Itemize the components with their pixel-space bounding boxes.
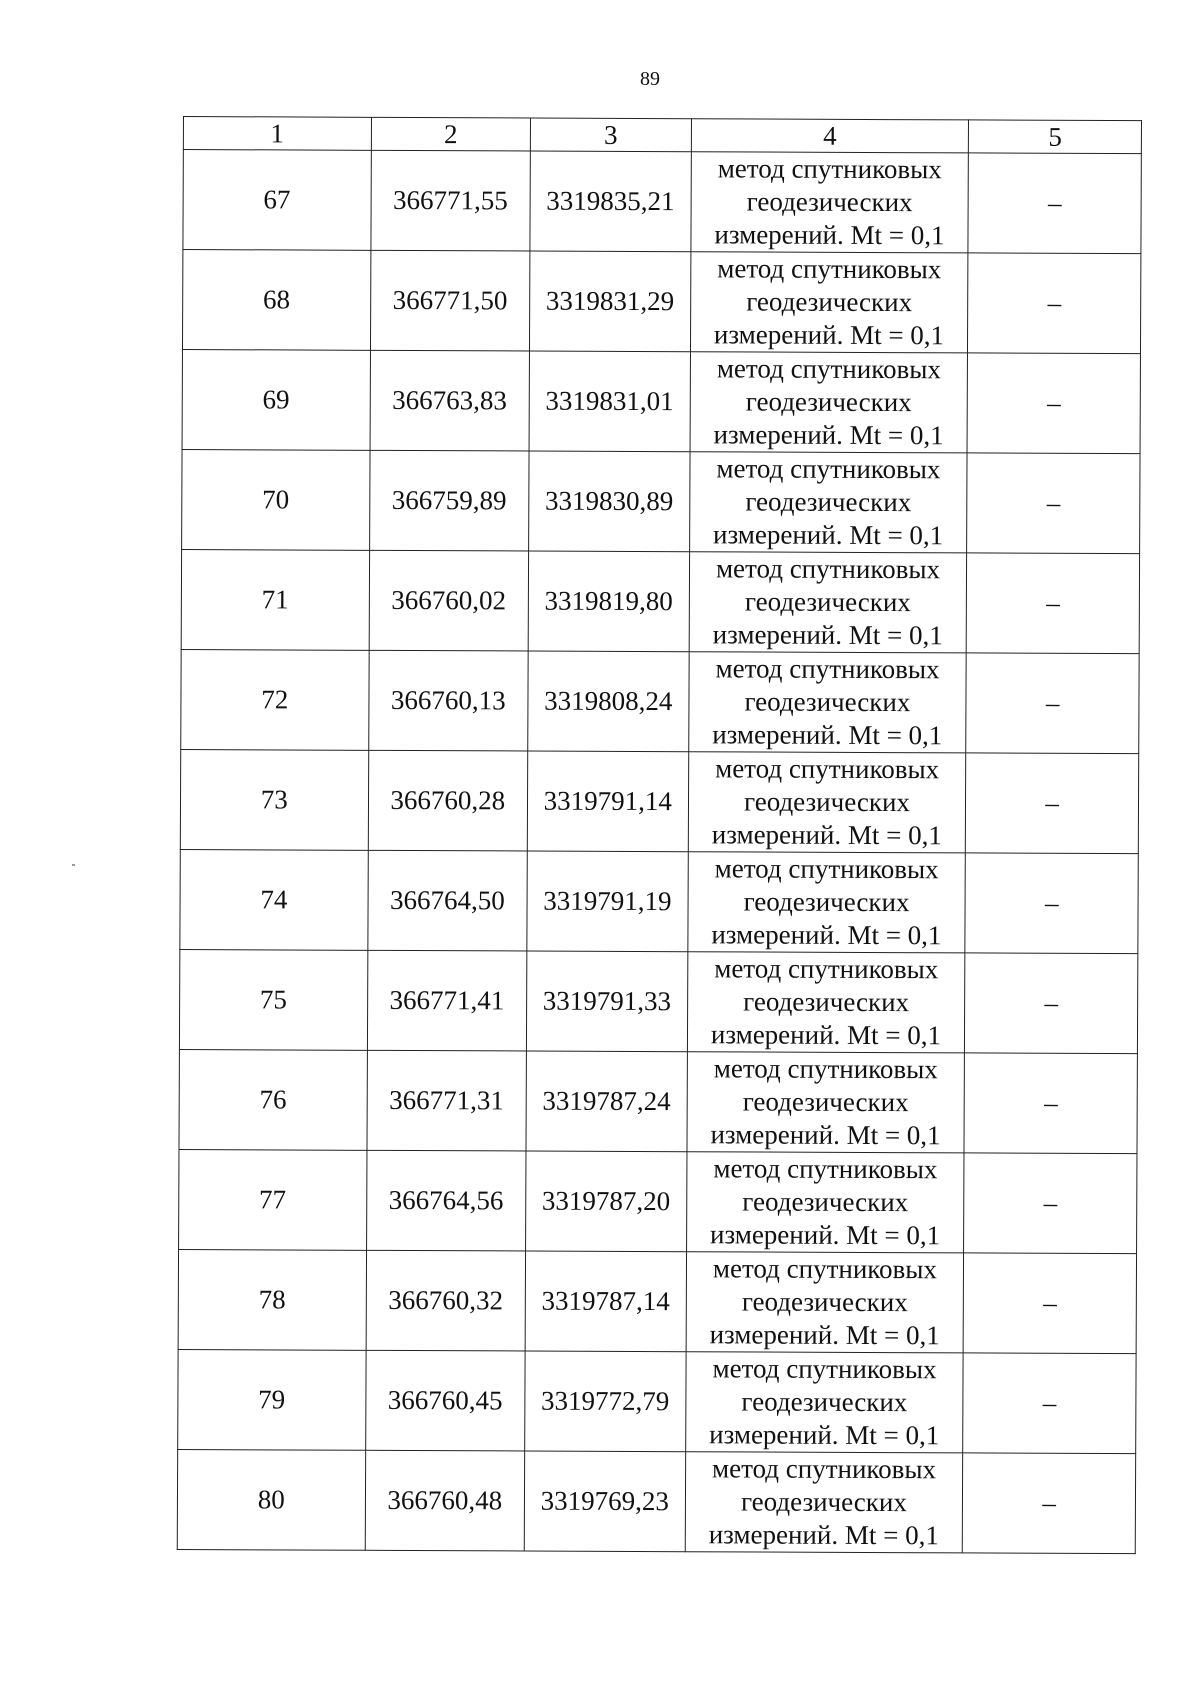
- method-text-line: метод спутниковых: [717, 153, 942, 185]
- method-text-line: метод спутниковых: [715, 553, 941, 585]
- header-cell-4: 4: [691, 119, 969, 153]
- y-coordinate-cell: 3319831,29: [530, 251, 691, 352]
- method-text-line: измерений. Mt = 0,1: [712, 719, 943, 751]
- method-text-line: геодезических: [743, 786, 911, 818]
- y-coordinate-cell: 3319787,20: [526, 1151, 687, 1252]
- note-cell: –: [967, 453, 1140, 554]
- method-text-line: геодезических: [745, 386, 912, 418]
- method-text-line: геодезических: [743, 886, 910, 918]
- point-number-cell: 73: [180, 749, 368, 850]
- point-number-cell: 69: [182, 349, 370, 450]
- x-coordinate-cell: 366771,50: [370, 250, 530, 351]
- note-cell: –: [963, 1353, 1136, 1454]
- method-text-line: измерений. Mt = 0,1: [710, 1119, 941, 1151]
- method-cell: [690, 252, 968, 353]
- header-cell-5: 5: [969, 120, 1142, 154]
- method-text-line: метод спутниковых: [715, 753, 940, 785]
- method-cell: [688, 652, 966, 753]
- table-row: [179, 1149, 1137, 1253]
- table-row: [177, 1449, 1135, 1553]
- note-cell: –: [965, 953, 1138, 1054]
- table-row: [180, 849, 1138, 953]
- x-coordinate-cell: 366760,28: [368, 750, 528, 851]
- point-number-cell: 80: [177, 1449, 365, 1550]
- method-text-line: геодезических: [746, 186, 913, 218]
- method-cell: [687, 1052, 965, 1153]
- y-coordinate-cell: 3319808,24: [528, 651, 689, 752]
- method-cell: [690, 352, 968, 453]
- table-row: [178, 1349, 1136, 1453]
- method-text-line: метод спутниковых: [714, 853, 939, 885]
- point-number-cell: 68: [182, 250, 370, 351]
- method-text-line: измерений. Mt = 0,1: [709, 1419, 940, 1451]
- method-text-line: геодезических: [742, 1186, 909, 1218]
- method-text-line: измерений. Mt = 0,1: [709, 1319, 940, 1351]
- table-row: [179, 949, 1137, 1053]
- method-text-line: измерений. Mt = 0,1: [710, 1019, 942, 1051]
- point-number-cell: 77: [179, 1149, 367, 1250]
- method-text-line: измерений. Mt = 0,1: [711, 819, 942, 851]
- x-coordinate-cell: 366771,41: [367, 950, 527, 1051]
- y-coordinate-cell: 3319787,24: [526, 1051, 687, 1152]
- x-coordinate-cell: 366760,02: [369, 550, 529, 651]
- note-cell: –: [967, 553, 1140, 654]
- method-text-line: метод спутниковых: [713, 1153, 938, 1185]
- method-cell: [686, 1152, 964, 1253]
- method-text-line: геодезических: [744, 586, 911, 618]
- method-text-line: измерений. Mt = 0,1: [712, 619, 943, 651]
- method-text-line: метод спутниковых: [712, 1353, 937, 1385]
- x-coordinate-cell: 366763,83: [370, 350, 530, 451]
- method-text-line: геодезических: [743, 986, 910, 1018]
- y-coordinate-cell: 3319791,33: [526, 951, 687, 1052]
- method-text-line: измерений. Mt = 0,1: [713, 319, 945, 351]
- method-text-line: метод спутниковых: [714, 953, 939, 985]
- x-coordinate-cell: 366760,13: [368, 650, 528, 751]
- note-cell: –: [966, 653, 1139, 754]
- method-text-line: геодезических: [744, 686, 911, 718]
- note-cell: –: [966, 753, 1139, 854]
- x-coordinate-cell: 366760,48: [365, 1450, 525, 1551]
- header-cell-2: 2: [371, 117, 531, 151]
- header-cell-1: 1: [183, 117, 371, 151]
- y-coordinate-cell: 3319772,79: [525, 1351, 686, 1452]
- method-text-line: метод спутниковых: [715, 653, 940, 685]
- x-coordinate-cell: 366760,32: [366, 1250, 526, 1351]
- method-text-line: метод спутниковых: [716, 353, 941, 385]
- x-coordinate-cell: 366760,45: [365, 1350, 525, 1451]
- point-number-cell: 72: [181, 649, 369, 750]
- method-cell: [685, 1452, 963, 1553]
- y-coordinate-cell: 3319769,23: [524, 1451, 685, 1552]
- point-number-cell: 67: [183, 150, 371, 251]
- method-text-line: геодезических: [746, 286, 913, 318]
- method-text-line: измерений. Mt = 0,1: [711, 919, 942, 951]
- note-cell: –: [964, 1153, 1137, 1254]
- note-cell: –: [964, 1253, 1137, 1354]
- table-row: [182, 250, 1140, 354]
- method-cell: [690, 152, 968, 253]
- header-cell-3: 3: [530, 118, 691, 152]
- x-coordinate-cell: 366771,31: [367, 1050, 527, 1151]
- x-coordinate-cell: 366764,50: [367, 850, 527, 951]
- x-coordinate-cell: 366764,56: [366, 1150, 526, 1251]
- note-cell: –: [963, 1453, 1136, 1554]
- method-text-line: измерений. Mt = 0,1: [713, 519, 944, 551]
- y-coordinate-cell: 3319787,14: [525, 1251, 686, 1352]
- note-cell: –: [964, 1053, 1137, 1154]
- table-row: [178, 1249, 1136, 1353]
- y-coordinate-cell: 3319791,19: [527, 851, 688, 952]
- method-cell: [687, 852, 965, 953]
- method-text-line: измерений. Mt = 0,1: [713, 419, 944, 451]
- note-cell: –: [967, 353, 1140, 454]
- method-text-line: метод спутниковых: [713, 1053, 938, 1085]
- method-cell: [689, 452, 967, 553]
- method-cell: [686, 1252, 964, 1353]
- method-cell: [687, 952, 965, 1053]
- y-coordinate-cell: 3319819,80: [528, 551, 689, 652]
- y-coordinate-cell: 3319831,01: [529, 351, 690, 452]
- point-number-cell: 78: [178, 1249, 366, 1350]
- point-number-cell: 74: [180, 849, 368, 950]
- method-cell: [689, 552, 967, 653]
- note-cell: –: [965, 853, 1138, 954]
- method-text-line: измерений. Mt = 0,1: [714, 219, 945, 251]
- method-cell: [688, 752, 966, 853]
- table-row: [181, 649, 1139, 753]
- table-row: [182, 449, 1140, 553]
- point-number-cell: 70: [182, 449, 370, 550]
- table-body: [177, 117, 1141, 1554]
- method-text-line: геодезических: [745, 486, 912, 518]
- x-coordinate-cell: 366771,55: [370, 150, 530, 251]
- table-row: [182, 349, 1140, 453]
- x-coordinate-cell: 366759,89: [369, 450, 529, 551]
- method-text-line: геодезических: [741, 1286, 908, 1318]
- point-number-cell: 75: [179, 949, 367, 1050]
- page-number: 89: [640, 68, 660, 90]
- method-text-line: метод спутниковых: [716, 453, 941, 485]
- y-coordinate-cell: 3319835,21: [530, 151, 691, 252]
- y-coordinate-cell: 3319830,89: [529, 451, 690, 552]
- note-cell: –: [968, 153, 1141, 254]
- method-cell: [685, 1352, 963, 1453]
- point-number-cell: 79: [178, 1349, 366, 1450]
- table-row: [179, 1049, 1137, 1153]
- point-number-cell: 76: [179, 1049, 367, 1150]
- method-text-line: геодезических: [741, 1386, 908, 1418]
- point-number-cell: 71: [181, 549, 369, 650]
- y-coordinate-cell: 3319791,14: [527, 751, 688, 852]
- coordinates-table: [177, 116, 1142, 1554]
- table-row: [183, 150, 1141, 254]
- method-text-line: геодезических: [740, 1486, 907, 1518]
- note-cell: –: [968, 253, 1141, 354]
- method-text-line: метод спутниковых: [712, 1253, 938, 1285]
- table-row: [181, 549, 1139, 653]
- method-text-line: измерений. Mt = 0,1: [709, 1219, 941, 1251]
- method-text-line: метод спутниковых: [712, 1453, 937, 1485]
- method-text-line: метод спутниковых: [717, 253, 942, 285]
- table-row: [180, 749, 1138, 853]
- method-text-line: геодезических: [742, 1086, 909, 1118]
- method-text-line: измерений. Mt = 0,1: [708, 1519, 939, 1551]
- header-row: [183, 117, 1141, 154]
- scan-speck: [72, 864, 75, 866]
